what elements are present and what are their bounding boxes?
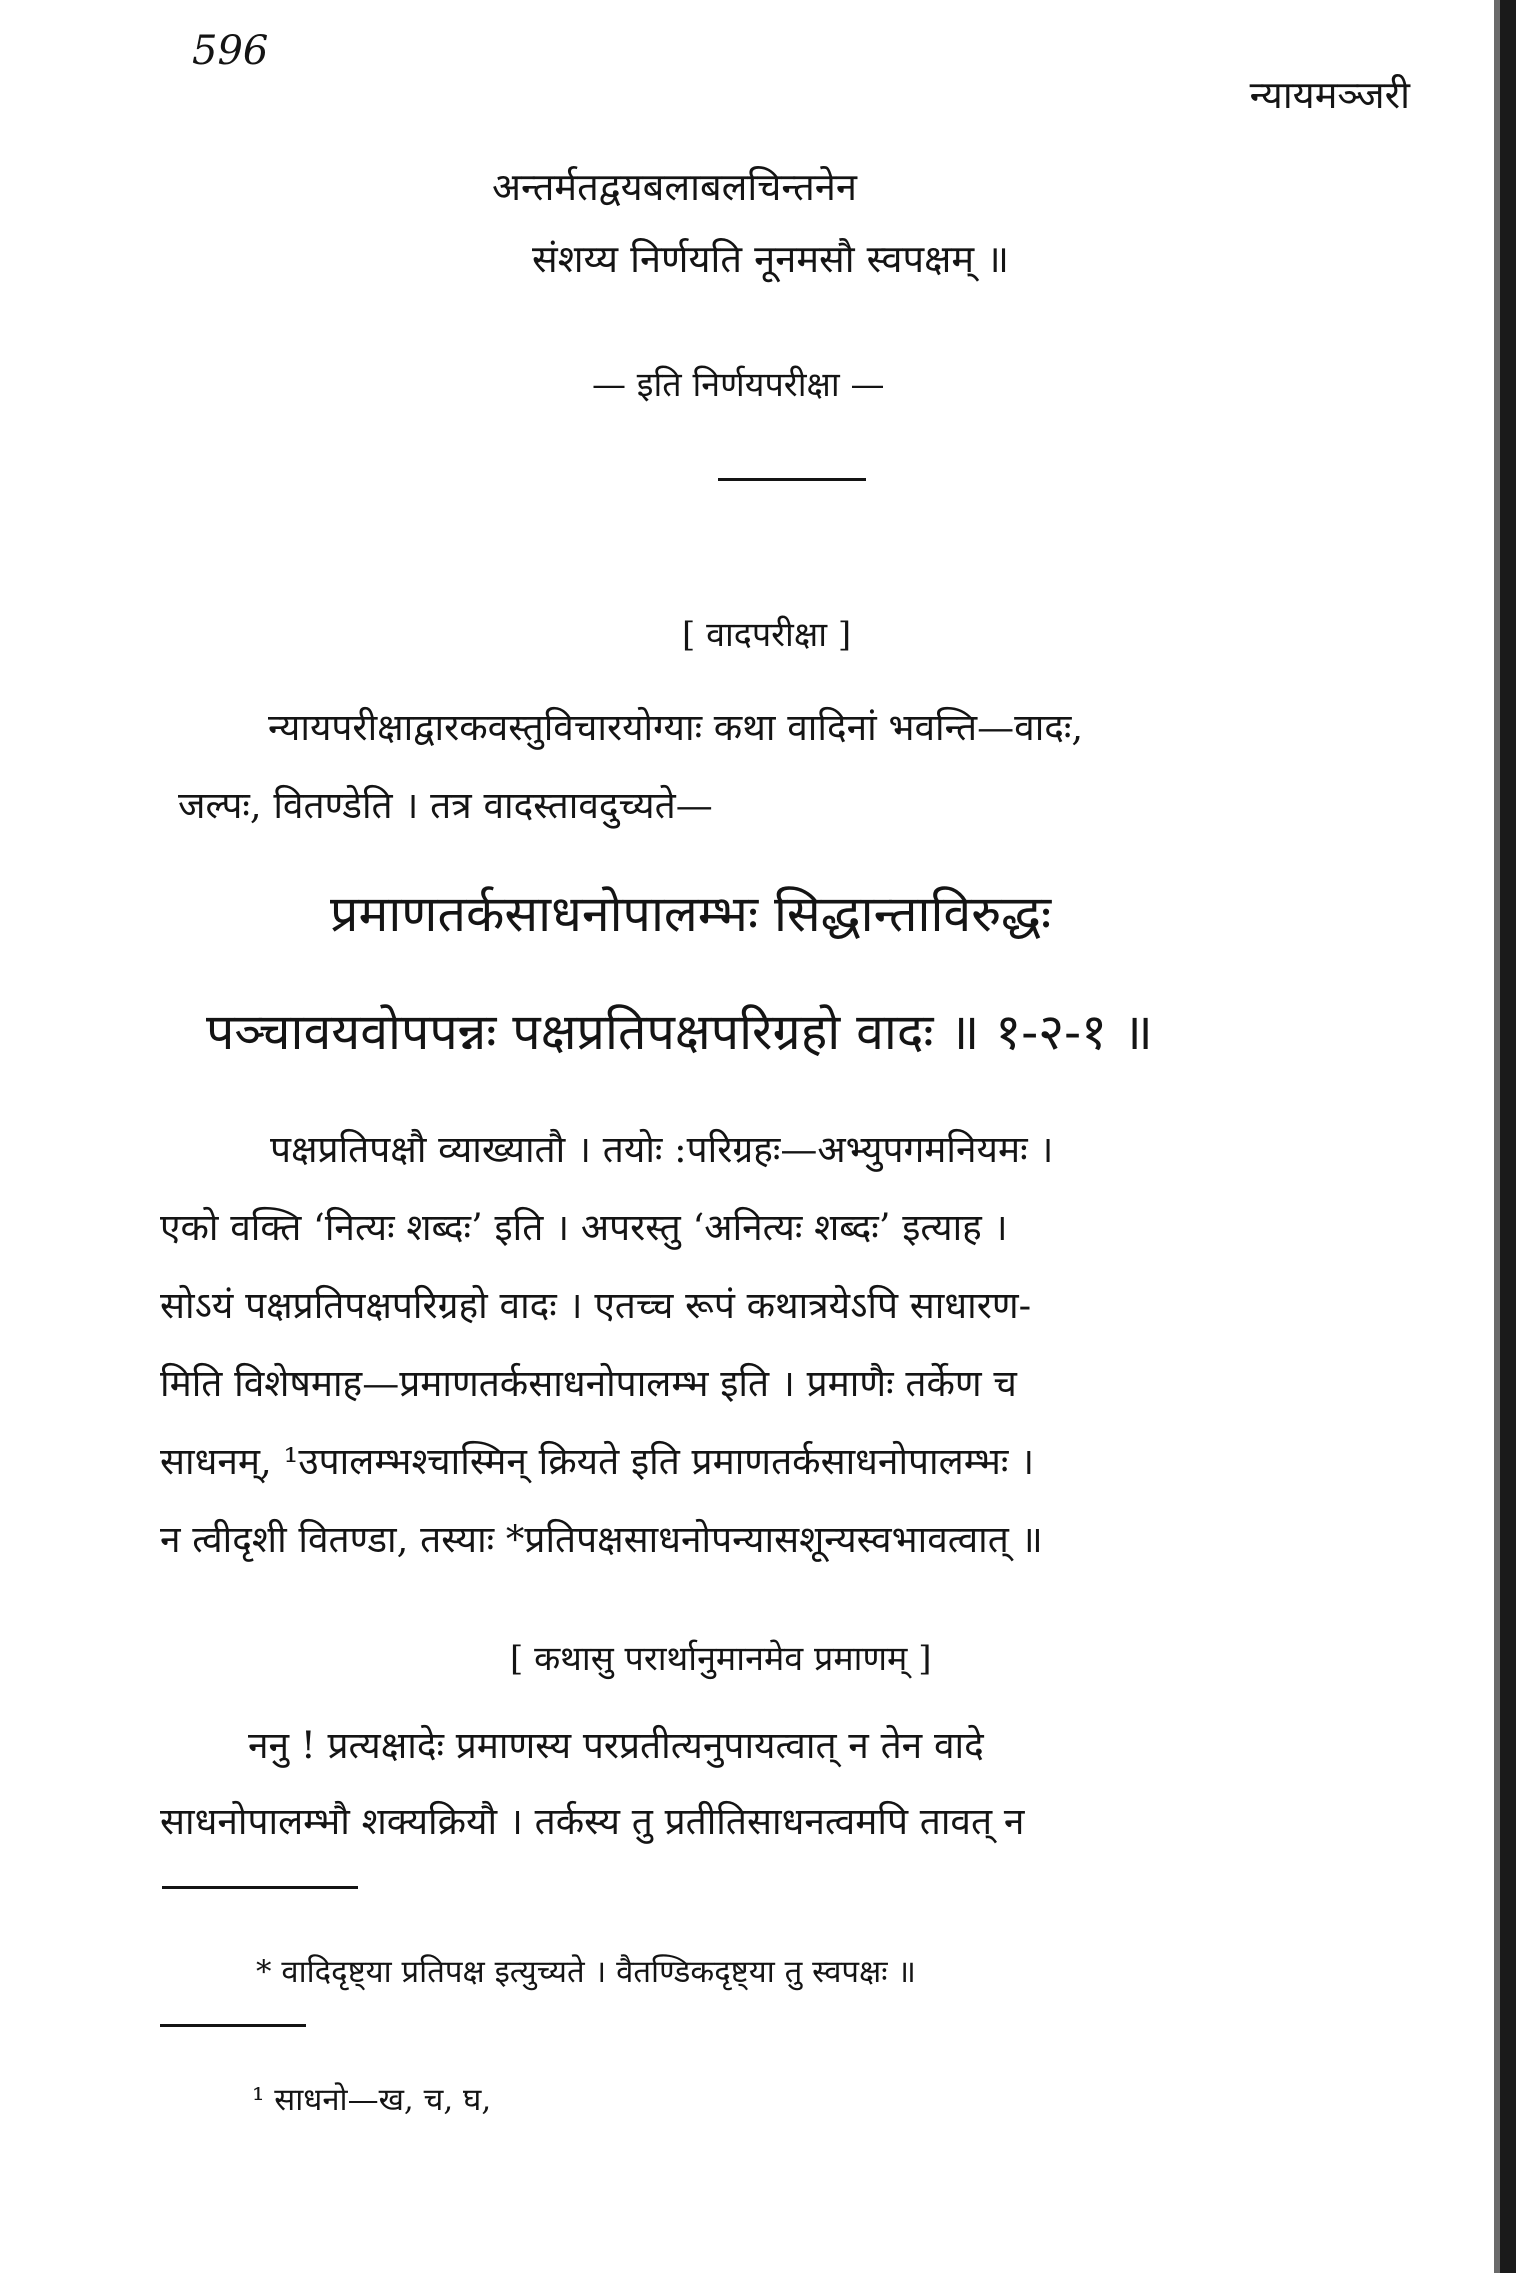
paragraph-3-line-2: साधनोपालम्भौ शक्यक्रियौ । तर्कस्य तु प्रतीतिसाधनत्वमपि तावत् न: [160, 1800, 1025, 1843]
footnote-separator-1: [162, 1886, 358, 1889]
footnote-1: ¹ साधनो—ख, च, घ,: [252, 2082, 492, 2118]
paragraph-2-line-1: पक्षप्रतिपक्षौ व्याख्यातौ । तयोः :परिग्रहः—अभ्युपगमनियमः ।: [270, 1128, 1054, 1171]
paragraph-3-line-1: ननु ! प्रत्यक्षादेः प्रमाणस्य परप्रतीत्यनुपायत्वात् न तेन वादे: [248, 1724, 984, 1767]
subheading-vadapariksha: [ वादपरीक्षा ]: [682, 615, 852, 655]
running-head: न्यायमञ्जरी: [1249, 73, 1410, 117]
verse-line-1: अन्तर्मतद्वयबलाबलचिन्तनेन: [492, 165, 857, 209]
paragraph-2-line-6: न त्वीदृशी वितण्डा, तस्याः *प्रतिपक्षसाधनोपन्यासशून्यस्वभावत्वात् ॥: [160, 1518, 1043, 1561]
footnote-separator-2: [160, 2024, 306, 2027]
footnote-star: * वादिदृष्ट्या प्रतिपक्ष इत्युच्यते । वैतण्डिकदृष्ट्या तु स्वपक्षः ॥: [256, 1954, 916, 1990]
paragraph-2-line-5: साधनम्, ¹उपालम्भश्चास्मिन् क्रियते इति प्रमाणतर्कसाधनोपालम्भः ।: [160, 1440, 1035, 1483]
verse-line-2: संशय्य निर्णयति नूनमसौ स्वपक्षम् ॥: [532, 237, 1009, 281]
sutra-line-1: प्रमाणतर्कसाधनोपालम्भः सिद्धान्ताविरुद्धः: [330, 885, 1052, 943]
paragraph-2-line-2: एको वक्ति ‘नित्यः शब्दः’ इति । अपरस्तु ‘अनित्यः शब्दः’ इत्याह ।: [160, 1206, 1008, 1249]
sutra-line-2: पञ्चावयवोपपन्नः पक्षप्रतिपक्षपरिग्रहो वादः ॥ १-२-१ ॥: [206, 1003, 1153, 1061]
subheading-kathasu: [ कथासु परार्थानुमानमेव प्रमाणम् ]: [510, 1639, 932, 1679]
paragraph-1-line-1: न्यायपरीक्षाद्वारकवस्तुविचारयोग्याः कथा वादिनां भवन्ति—वादः,: [268, 706, 1084, 749]
paragraph-1-line-2: जल्पः, वितण्डेति । तत्र वादस्तावदुच्यते—: [178, 784, 713, 827]
paragraph-2-line-4: मिति विशेषमाह—प्रमाणतर्कसाधनोपालम्भ इति । प्रमाणैः तर्केण च: [160, 1362, 1017, 1405]
page-edge: [1500, 0, 1516, 2273]
section-divider: [718, 478, 866, 481]
paragraph-2-line-3: सोऽयं पक्षप्रतिपक्षपरिग्रहो वादः । एतच्च रूपं कथात्रयेऽपि साधारण-: [160, 1284, 1032, 1327]
page-number: 596: [192, 28, 269, 74]
section-end-marker: — इति निर्णयपरीक्षा —: [592, 365, 885, 405]
